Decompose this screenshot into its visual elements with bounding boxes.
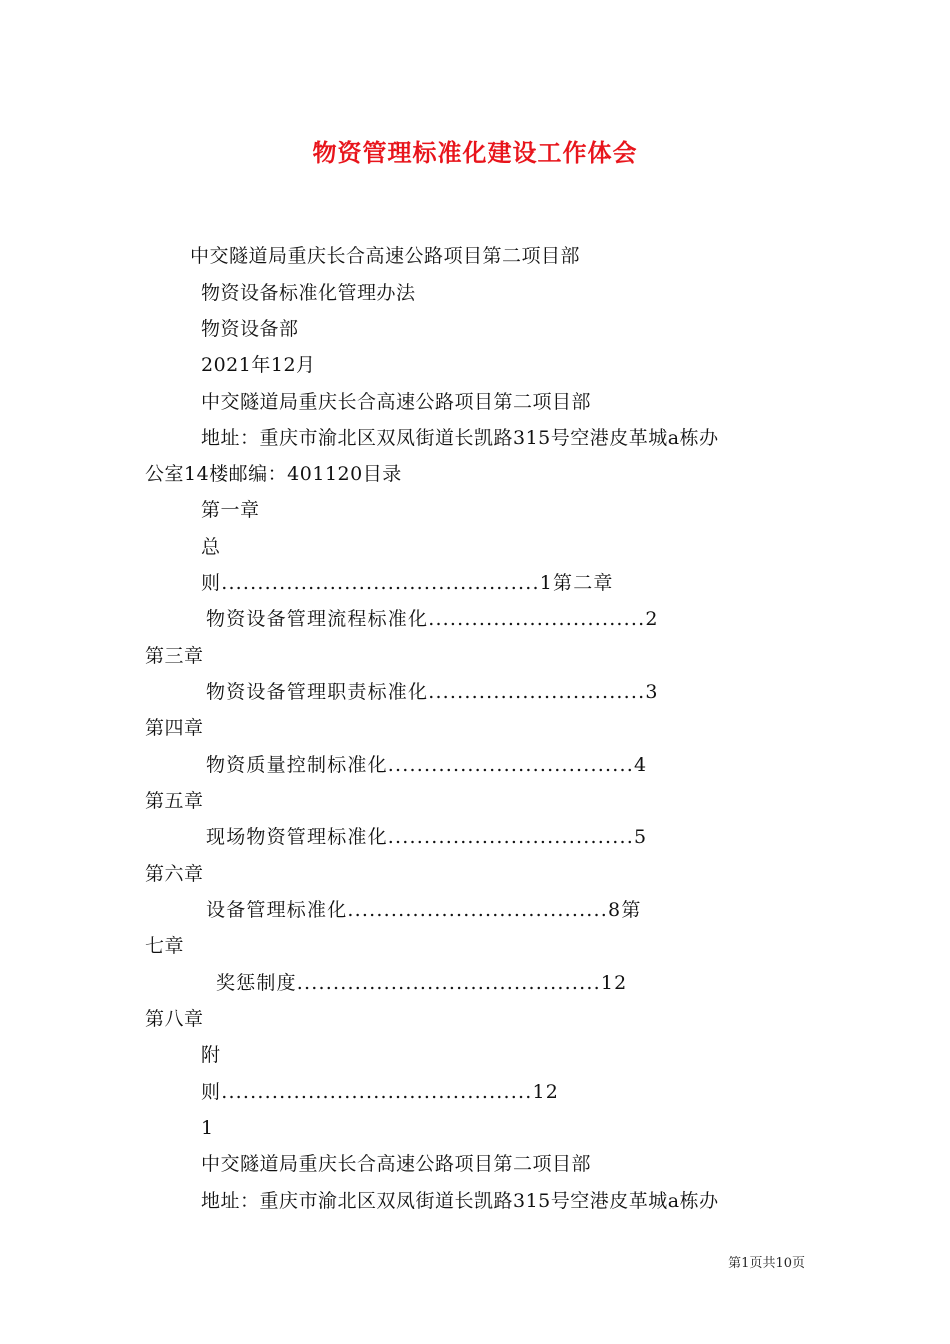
toc-chapter-3: 第三章 [145,645,204,667]
toc-line: 总 [201,536,221,558]
toc-chapter-6: 第六章 [145,863,204,885]
toc-entry: 设备管理标准化....................................8第 [206,899,642,921]
header-line-address: 地址：重庆市渝北区双凤街道长凯路315号空港皮革城a栋办 [201,427,719,449]
toc-entry: 现场物资管理标准化..................................5 [206,826,648,848]
toc-entry: 物资质量控制标准化..................................4 [206,754,648,776]
toc-chapter-4: 第四章 [145,717,204,739]
page-footer: 第1页共10页 [728,1256,805,1271]
page-number-text: 1 [201,1117,214,1139]
body-line-project: 中交隧道局重庆长合高速公路项目第二项目部 [201,1153,592,1175]
toc-entry: 则............................................1第二章 [201,572,614,594]
toc-entry: 物资设备管理流程标准化..............................2 [206,608,659,630]
header-line-address-cont: 公室14楼邮编：401120目录 [145,463,402,485]
toc-entry: 奖惩制度..........................................12 [216,972,628,994]
header-line-project-2: 中交隧道局重庆长合高速公路项目第二项目部 [201,391,592,413]
toc-chapter-7: 七章 [145,935,185,957]
header-line-date: 2021年12月 [201,354,316,376]
header-line-department: 物资设备部 [201,318,299,340]
header-line-regulation: 物资设备标准化管理办法 [201,282,416,304]
toc-chapter-1: 第一章 [201,499,260,521]
toc-entry: 则...........................................12 [201,1081,560,1103]
toc-line: 附 [201,1044,221,1066]
toc-chapter-8: 第八章 [145,1008,204,1030]
header-line-project: 中交隧道局重庆长合高速公路项目第二项目部 [190,245,581,267]
body-line-address: 地址：重庆市渝北区双凤街道长凯路315号空港皮革城a栋办 [201,1190,719,1212]
toc-chapter-5: 第五章 [145,790,204,812]
document-title: 物资管理标准化建设工作体会 [312,138,638,167]
toc-entry: 物资设备管理职责标准化..............................3 [206,681,659,703]
